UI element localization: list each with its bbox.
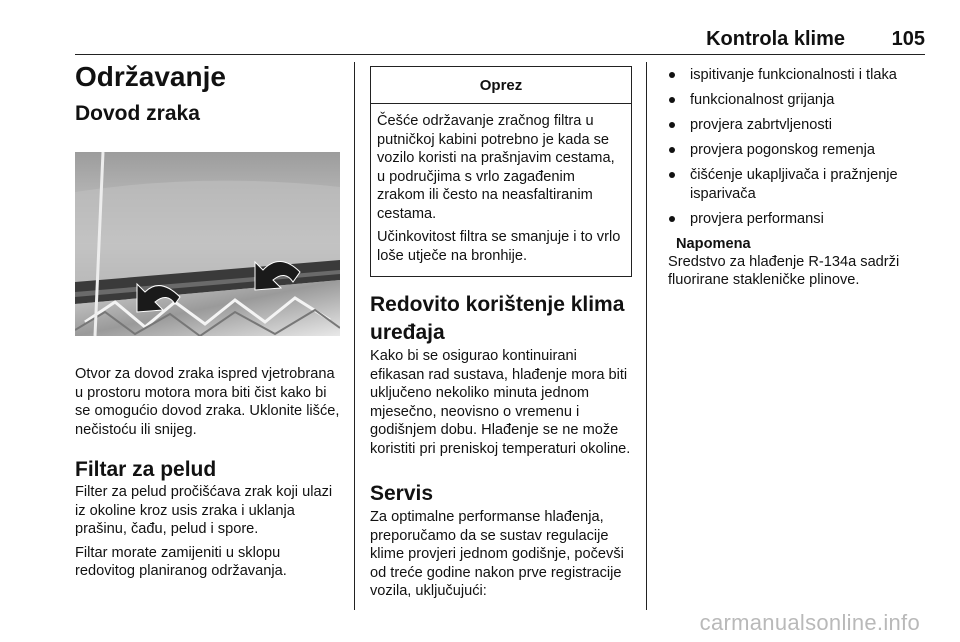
note-text: Sredstvo za hlađenje R-134a sadrži fluorirane stakleničke plinove. [668, 253, 900, 288]
list-item: provjera pogonskog remenja [668, 141, 930, 160]
pollen-filter-text-2: Filtar morate zamijeniti u sklopu redovitog planiranog održavanja. [75, 544, 287, 579]
service-text: Za optimalne performanse hlađenja, preporučamo da se sustav regulacije klime provjeri jednom godišnje, počevši od treće godine nakon prve registracije vozila, uključujući: [370, 509, 624, 599]
caution-box [370, 66, 632, 277]
section-title-pollen-filter: Filtar za pelud [75, 458, 217, 481]
service-checklist [668, 66, 930, 228]
section-title-service: Servis [370, 482, 434, 505]
chapter-title: Održavanje [75, 61, 226, 92]
list-item: funkcionalnost grijanja [668, 91, 930, 110]
air-intake-photo [75, 152, 340, 336]
pollen-filter-text-1: Filter za pelud pročišćava zrak koji ulazi iz okoline kroz usis zraka i uklanja prašinu, čađu, pelud i spore. [75, 484, 333, 537]
note-title: Napomena [676, 235, 751, 252]
page-number: 105 [891, 28, 925, 50]
bullet-icon [669, 122, 675, 128]
air-intake-text: Otvor za dovod zraka ispred vjetrobrana u prostoru motora mora biti čist kako bi se omogućio dovod zraka. Uklonite lišće, nečistoću ili snijeg. [75, 366, 340, 438]
caution-text-2: Učinkovitost filtra se smanjuje i to vrlo loše utječe na bronhije. [377, 229, 621, 264]
section-title-regular-use: Redovito korištenje klima uređaja [370, 293, 625, 344]
bullet-icon [669, 72, 675, 78]
caution-text-1: Češće održavanje zračnog filtra u putničkoj kabini potrebno je kada se vozilo koristi na prašnjavim cestama, u područjima s vrlo zagađenim zrakom ili često na neasfaltiranim cestama. [377, 113, 615, 222]
list-item: provjera performansi [668, 210, 930, 229]
list-item: ispitivanje funkcionalnosti i tlaka [668, 66, 930, 85]
column-divider [646, 62, 647, 610]
bullet-icon [669, 97, 675, 103]
bullet-icon [669, 172, 675, 178]
regular-use-text: Kako bi se osigurao kontinuirani efikasan rad sustava, hlađenje mora biti uključeno nekoliko minuta jednom mjesečno, neovisno o vremenu i godišnjem dobu. Hlađenje se ne može koristiti pri preniskoj temperaturi okoline. [370, 348, 631, 457]
list-item: čišćenje ukapljivača i pražnjenje isparivača [668, 166, 930, 203]
caution-title: Oprez [371, 67, 631, 104]
bullet-icon [669, 147, 675, 153]
column-middle [370, 66, 632, 606]
column-left [75, 60, 340, 586]
bullet-icon [669, 216, 675, 222]
header-title: Kontrola klime [706, 28, 845, 50]
list-item: provjera zabrtvljenosti [668, 116, 930, 135]
watermark: carmanualsonline.info [699, 610, 920, 635]
page-header [75, 28, 925, 55]
section-title-air-intake: Dovod zraka [75, 102, 200, 125]
column-divider [354, 62, 355, 610]
column-right [668, 66, 930, 290]
